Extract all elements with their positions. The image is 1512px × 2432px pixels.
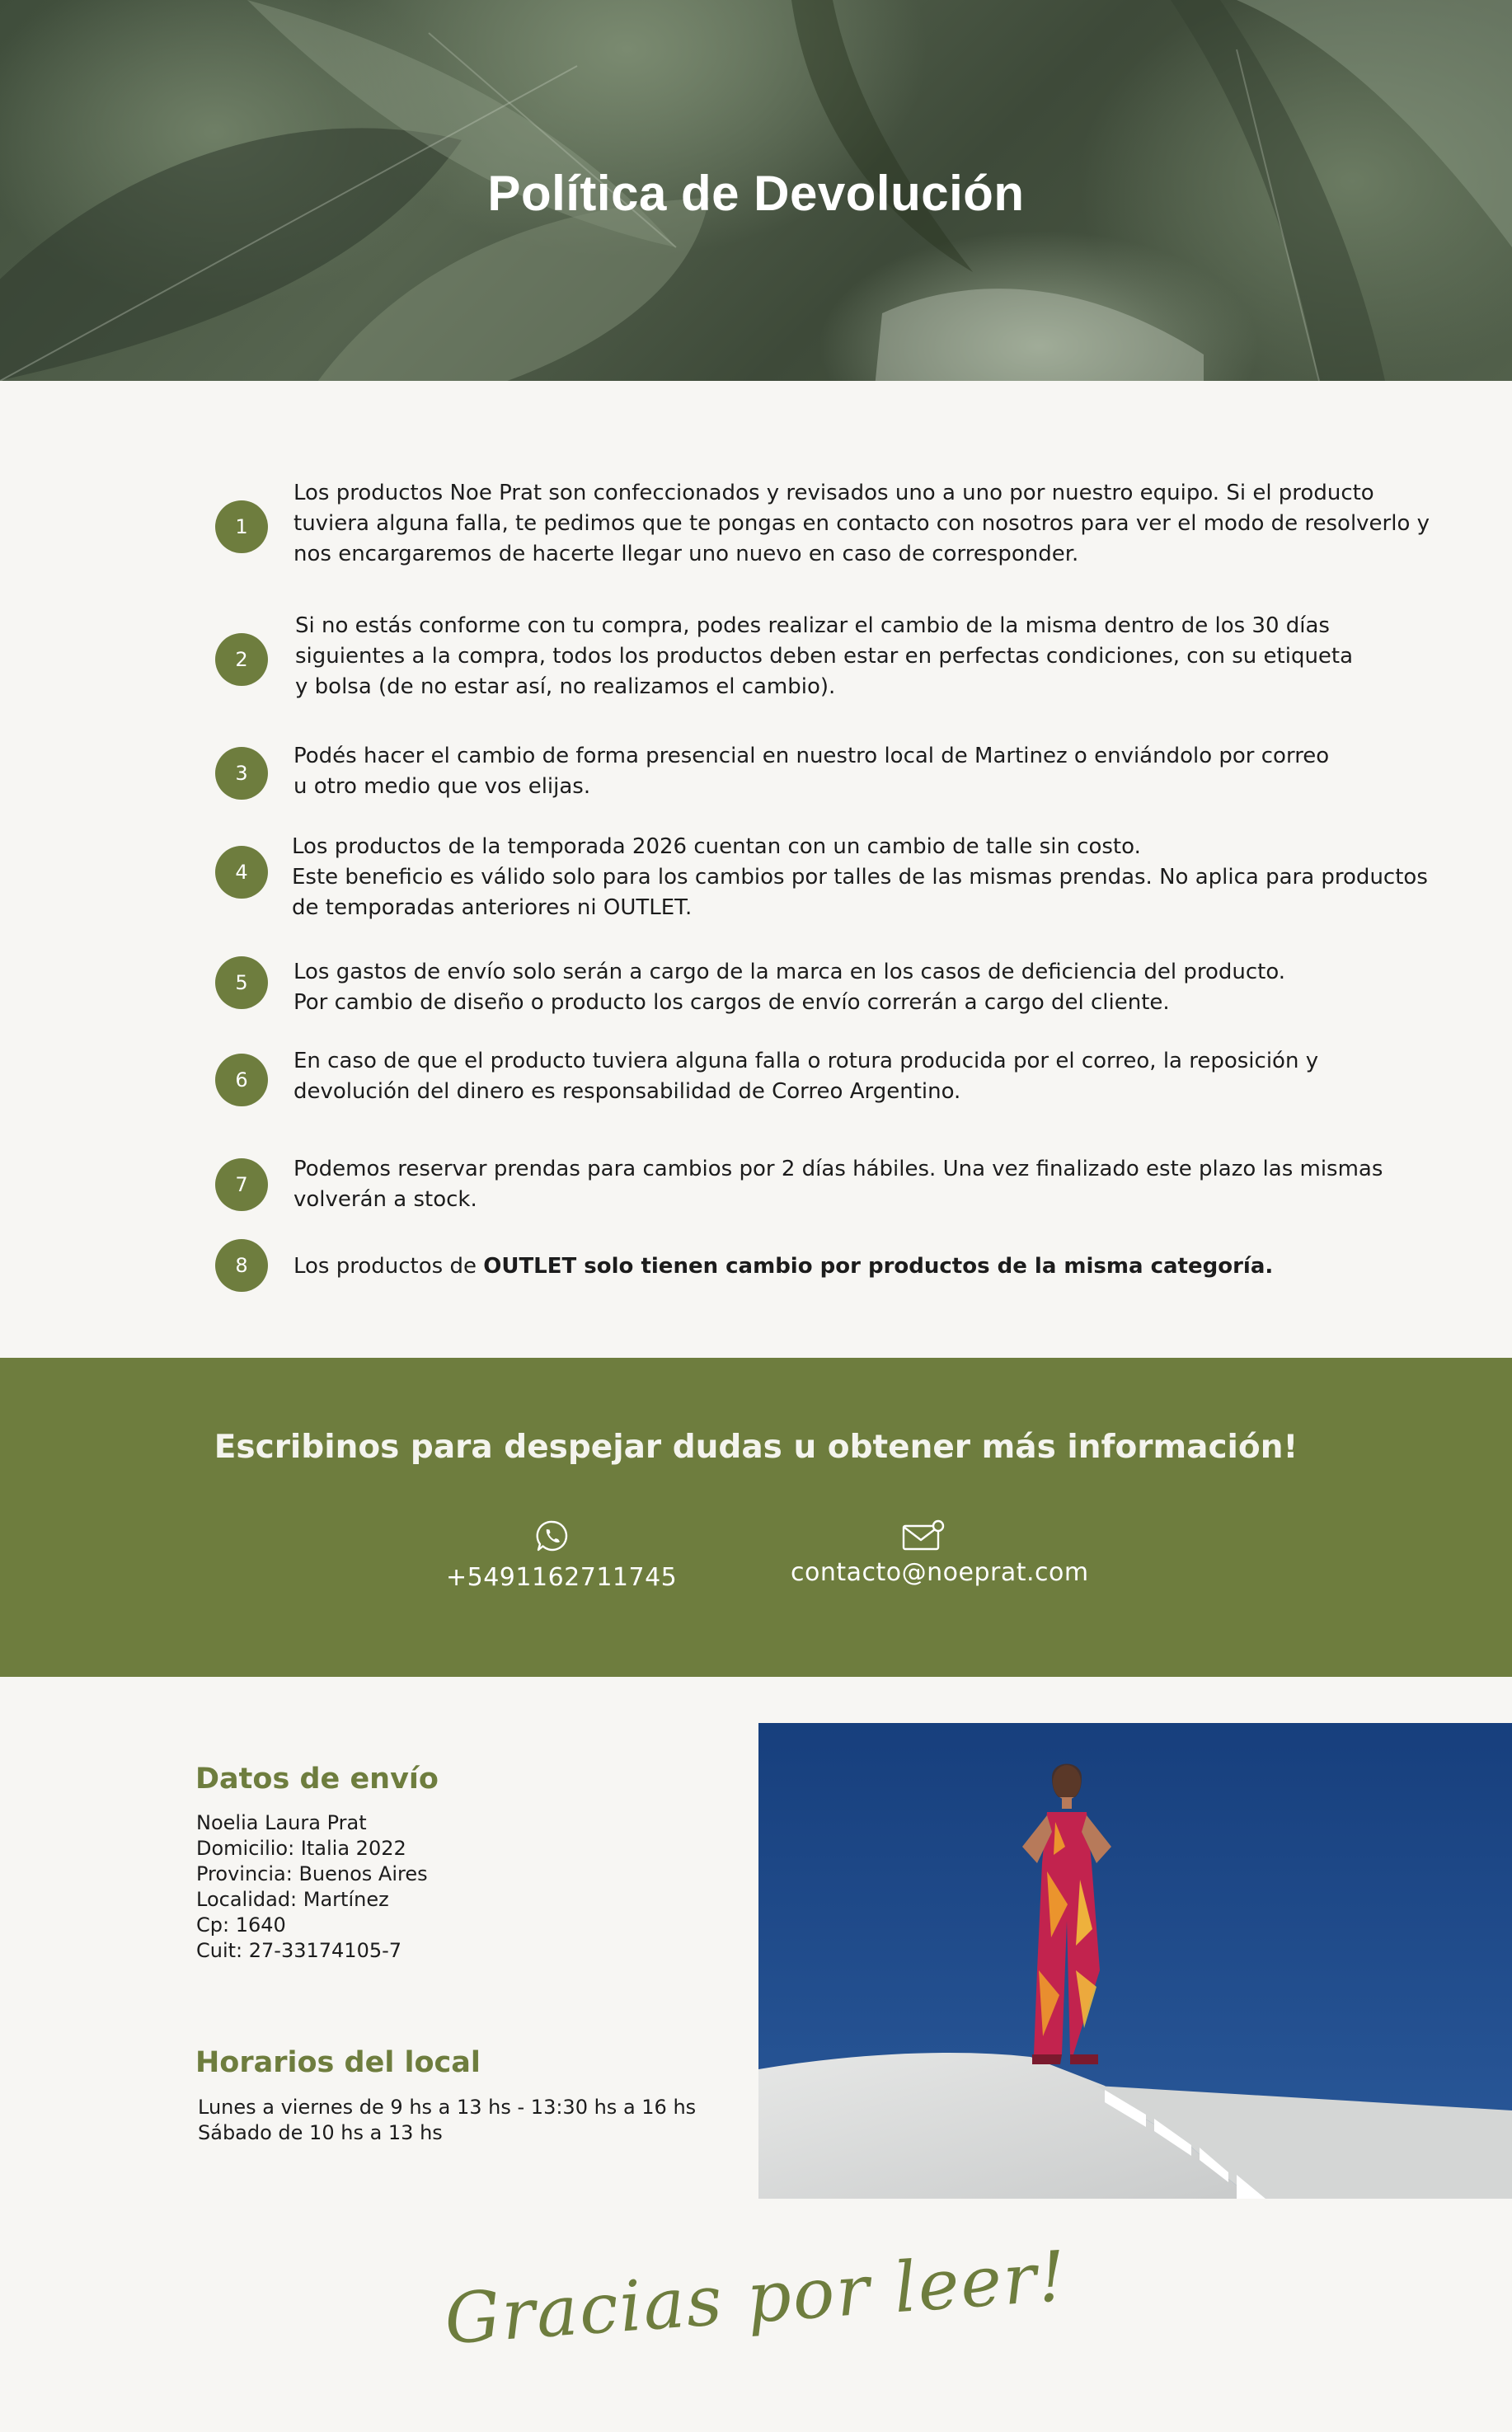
shipping-postal-code: Cp: 1640 [196, 1913, 286, 1937]
shipping-address: Domicilio: Italia 2022 [196, 1837, 406, 1860]
shipping-title: Datos de envío [195, 1763, 439, 1796]
step-number-badge: 3 [215, 747, 268, 800]
step-number-badge: 2 [215, 633, 268, 686]
policy-text [293, 1251, 1273, 1282]
step-number-badge: 8 [215, 1239, 268, 1292]
phone-link[interactable]: +5491162711745 [446, 1563, 678, 1592]
envelope-icon [902, 1519, 945, 1552]
policy-text: Podés hacer el cambio de forma presencial en nuestro local de Martinez o enviándolo por correo u otro medio que vos elijas. [293, 744, 1330, 799]
step-number-badge: 6 [215, 1054, 268, 1106]
shipping-name: Noelia Laura Prat [196, 1811, 367, 1834]
whatsapp-icon [536, 1519, 569, 1552]
model-on-stairs-image [758, 1723, 1512, 2199]
step-number-badge: 4 [215, 846, 268, 899]
model-photo [758, 1723, 1512, 2199]
hours-saturday: Sábado de 10 hs a 13 hs [198, 2121, 443, 2144]
policy-text: Si no estás conforme con tu compra, podes realizar el cambio de la misma dentro de los 30 días siguientes a la compra, todos los productos deben estar en perfectas condiciones, con su etiqueta y bolsa (de no estar así, no realizamos el cambio). [295, 613, 1354, 699]
contact-heading: Escribinos para despejar dudas u obtener más información! [214, 1429, 1298, 1466]
policy-text-prefix: Los productos de [293, 1254, 484, 1279]
step-number-badge: 5 [215, 956, 268, 1009]
policy-text: Los productos Noe Prat son confeccionados y revisados uno a uno por nuestro equipo. Si el producto tuviera alguna falla, te pedimos que te pongas en contacto con nosotros para ver el modo de resolverlo y nos encargaremos de hacerte llegar uno nuevo en caso de corresponder. [293, 481, 1430, 566]
shipping-locality: Localidad: Martínez [196, 1888, 389, 1911]
return-policy-list [0, 381, 1512, 1358]
policy-text: Podemos reservar prendas para cambios por 2 días hábiles. Una vez finalizado este plazo las mismas volverán a stock. [293, 1157, 1383, 1212]
hours-title: Horarios del local [195, 2046, 481, 2079]
hours-weekdays: Lunes a viernes de 9 hs a 13 hs - 13:30 hs a 16 hs [198, 2096, 697, 2119]
hero-banner [0, 0, 1512, 381]
page-title: Política de Devolución [487, 166, 1025, 221]
policy-text: Los gastos de envío solo serán a cargo de la marca en los casos de deficiencia del producto. Por cambio de diseño o producto los cargos de envío correrán a cargo del cliente. [293, 960, 1286, 1015]
policy-text-bold: OUTLET solo tienen cambio por productos de la misma categoría. [483, 1254, 1274, 1279]
contact-band [0, 1358, 1512, 1677]
email-link[interactable]: contacto@noeprat.com [791, 1558, 1089, 1587]
thanks-signature: Gracias por leer! [442, 2235, 1070, 2360]
shipping-cuit: Cuit: 27-33174105-7 [196, 1939, 402, 1962]
step-number-badge: 1 [215, 500, 268, 553]
step-number-badge: 7 [215, 1158, 268, 1211]
policy-text: Los productos de la temporada 2026 cuentan con un cambio de talle sin costo. Este beneficio es válido solo para los cambios por talles de las mismas prendas. No aplica para productos de temporadas anteriores ni OUTLET. [292, 834, 1428, 920]
shipping-province: Provincia: Buenos Aires [196, 1862, 428, 1885]
policy-text: En caso de que el producto tuviera alguna falla o rotura producida por el correo, la reposición y devolución del dinero es responsabilidad de Correo Argentino. [293, 1049, 1319, 1104]
